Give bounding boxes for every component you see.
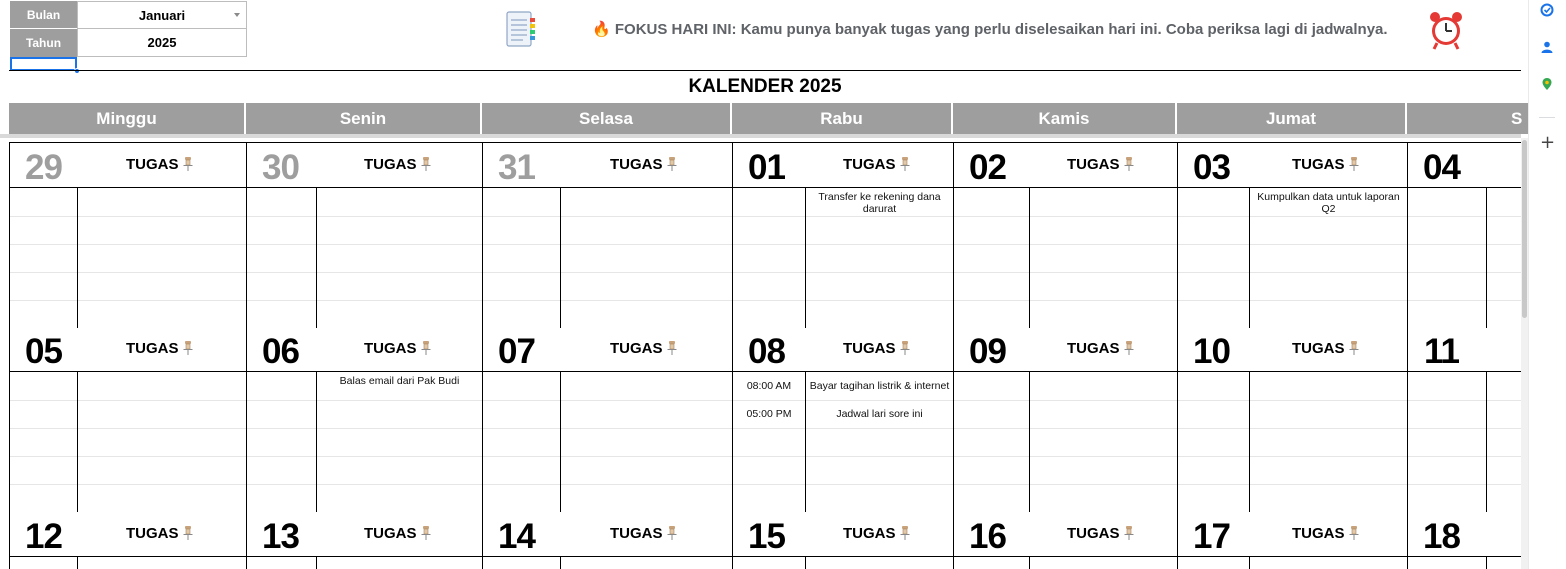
task-area[interactable] <box>483 557 732 569</box>
gridline <box>954 216 1177 217</box>
gridline <box>954 400 1177 401</box>
tugas-text: TUGAS <box>364 156 417 173</box>
gridline <box>10 428 246 429</box>
time-task-divider <box>1029 372 1030 512</box>
day-header-cell <box>954 143 1177 188</box>
weekday-header-jumat: Jumat <box>1177 103 1407 134</box>
day-cell[interactable] <box>482 512 732 569</box>
month-label: Bulan <box>10 1 77 29</box>
tugas-text: TUGAS <box>843 340 896 357</box>
gridline <box>1408 244 1521 245</box>
day-cell[interactable] <box>953 512 1177 569</box>
tugas-label <box>126 525 193 542</box>
day-number: 05 <box>25 332 62 371</box>
time-task-divider <box>560 557 561 569</box>
time-task-divider <box>805 372 806 512</box>
day-header-cell <box>954 512 1177 557</box>
day-header-cell <box>1408 512 1521 557</box>
day-header-cell <box>10 143 246 188</box>
focus-banner <box>592 20 1388 38</box>
gridline <box>733 300 953 301</box>
contacts-icon[interactable] <box>1540 40 1554 54</box>
pin-icon <box>421 341 431 355</box>
pin-icon <box>667 157 677 171</box>
task-area[interactable] <box>10 188 246 328</box>
gridline <box>1408 300 1521 301</box>
time-task-divider <box>1029 188 1030 328</box>
task-area[interactable] <box>10 372 246 512</box>
task-text: Bayar tagihan listrik & internet <box>809 380 950 392</box>
gridline <box>1408 428 1521 429</box>
task-area[interactable] <box>1178 557 1407 569</box>
task-area[interactable] <box>1408 372 1521 512</box>
pin-icon <box>1124 526 1134 540</box>
day-cell[interactable] <box>482 327 732 512</box>
time-task-divider <box>1249 372 1250 512</box>
tugas-label <box>364 525 431 542</box>
day-cell[interactable] <box>482 143 732 327</box>
gridline <box>954 484 1177 485</box>
gridline <box>954 244 1177 245</box>
gridline <box>247 300 482 301</box>
time-task-divider <box>77 557 78 569</box>
task-area[interactable] <box>954 188 1177 328</box>
day-cell[interactable] <box>1177 143 1407 327</box>
tugas-label <box>1067 340 1134 357</box>
frozen-row-divider[interactable] <box>0 134 1521 138</box>
task-area[interactable] <box>483 372 732 512</box>
day-header-cell <box>733 512 953 557</box>
pin-icon <box>667 341 677 355</box>
gridline <box>1408 216 1521 217</box>
gridline <box>733 400 953 401</box>
day-number: 18 <box>1423 517 1460 556</box>
time-task-divider <box>1486 372 1487 512</box>
tugas-label <box>610 340 677 357</box>
day-header-cell <box>247 327 482 372</box>
task-text: Balas email dari Pak Budi <box>339 375 460 387</box>
tugas-text: TUGAS <box>610 156 663 173</box>
day-cell[interactable] <box>1407 327 1521 512</box>
tugas-text: TUGAS <box>364 525 417 542</box>
focus-text: FOKUS HARI INI: Kamu punya banyak tugas yang perlu diselesaikan hari ini. Coba periksa lagi di jadwalnya. <box>614 21 1388 38</box>
tugas-text: TUGAS <box>126 156 179 173</box>
day-number: 01 <box>748 148 785 187</box>
alarm-clock-icon <box>1428 9 1464 51</box>
day-header-cell <box>1178 327 1407 372</box>
day-header-cell <box>483 327 732 372</box>
gridline <box>1178 244 1407 245</box>
pin-icon <box>183 341 193 355</box>
time-task-divider <box>1249 557 1250 569</box>
day-number: 08 <box>748 332 785 371</box>
day-cell[interactable] <box>246 143 482 327</box>
time-task-divider <box>316 557 317 569</box>
task-area[interactable] <box>247 188 482 328</box>
day-number: 13 <box>262 517 299 556</box>
day-header-cell <box>10 512 246 557</box>
day-cell[interactable] <box>9 512 246 569</box>
gridline <box>10 456 246 457</box>
task-area[interactable] <box>1408 557 1521 569</box>
day-cell[interactable] <box>732 512 953 569</box>
gridline <box>954 456 1177 457</box>
gridline <box>1178 216 1407 217</box>
tugas-label <box>610 156 677 173</box>
day-cell[interactable] <box>1177 327 1407 512</box>
pin-icon <box>1349 157 1359 171</box>
tugas-label <box>843 156 910 173</box>
gridline <box>733 244 953 245</box>
day-cell[interactable] <box>246 327 482 512</box>
tugas-label <box>126 340 193 357</box>
tugas-label <box>610 525 677 542</box>
scrollbar-thumb[interactable] <box>1522 140 1527 318</box>
day-cell[interactable] <box>246 512 482 569</box>
gridline <box>10 216 246 217</box>
time-task-divider <box>1249 188 1250 328</box>
gridline <box>247 428 482 429</box>
gridline <box>483 428 732 429</box>
day-number: 03 <box>1193 148 1230 187</box>
gridline <box>1178 428 1407 429</box>
gridline <box>733 484 953 485</box>
day-header-cell <box>1408 327 1521 372</box>
day-header-cell <box>733 327 953 372</box>
task-area[interactable] <box>247 557 482 569</box>
gridline <box>483 272 732 273</box>
task-text: Kumpulkan data untuk laporan Q2 <box>1257 191 1400 215</box>
add-icon[interactable]: + <box>1540 132 1556 153</box>
gridline <box>1178 272 1407 273</box>
day-number: 09 <box>969 332 1006 371</box>
pin-icon <box>183 526 193 540</box>
gridline <box>483 216 732 217</box>
task-area[interactable] <box>733 557 953 569</box>
pin-icon <box>421 157 431 171</box>
day-number: 12 <box>25 517 62 556</box>
day-header-cell <box>483 512 732 557</box>
pin-icon <box>1349 526 1359 540</box>
gridline <box>954 272 1177 273</box>
pin-icon <box>900 341 910 355</box>
gridline <box>247 484 482 485</box>
day-number: 16 <box>969 517 1006 556</box>
gridline <box>483 400 732 401</box>
tugas-label <box>1067 525 1134 542</box>
tugas-label <box>1067 156 1134 173</box>
gridline <box>10 400 246 401</box>
day-header-cell <box>1408 143 1521 188</box>
week-row <box>9 327 1521 512</box>
time-task-divider <box>1486 188 1487 328</box>
maps-icon[interactable] <box>1540 77 1554 91</box>
pin-icon <box>900 526 910 540</box>
day-header-cell <box>954 327 1177 372</box>
pin-icon <box>183 157 193 171</box>
month-value: Januari <box>138 7 186 23</box>
day-header-cell <box>1178 143 1407 188</box>
time-task-divider <box>316 372 317 512</box>
year-input[interactable]: 2025 <box>77 29 247 57</box>
time-task-divider <box>805 188 806 328</box>
time-task-divider <box>1029 557 1030 569</box>
gridline <box>10 300 246 301</box>
task-area[interactable] <box>954 557 1177 569</box>
task-area[interactable] <box>1178 188 1407 328</box>
year-label: Tahun <box>10 29 77 57</box>
tugas-label <box>1292 340 1359 357</box>
day-cell[interactable] <box>953 327 1177 512</box>
day-header-cell <box>1178 512 1407 557</box>
task-time: 05:00 PM <box>746 408 792 420</box>
tugas-text: TUGAS <box>126 525 179 542</box>
gridline <box>1408 400 1521 401</box>
day-cell[interactable] <box>9 143 246 327</box>
task-text: Transfer ke rekening dana darurat <box>818 191 941 215</box>
tasks-icon[interactable] <box>1540 3 1554 17</box>
pin-icon <box>900 157 910 171</box>
pin-icon <box>1124 341 1134 355</box>
tugas-text: TUGAS <box>364 340 417 357</box>
tugas-label <box>843 340 910 357</box>
day-header-cell <box>733 143 953 188</box>
task-area[interactable] <box>10 557 246 569</box>
gridline <box>1408 484 1521 485</box>
day-cell[interactable] <box>1407 143 1521 327</box>
day-number: 04 <box>1423 148 1460 187</box>
day-number: 14 <box>498 517 535 556</box>
task-area[interactable] <box>483 188 732 328</box>
day-number: 11 <box>1424 332 1459 371</box>
time-task-divider <box>560 372 561 512</box>
week-row <box>9 142 1521 327</box>
day-number: 10 <box>1193 332 1230 371</box>
task-area[interactable] <box>247 372 482 512</box>
gridline <box>733 428 953 429</box>
gridline <box>733 456 953 457</box>
task-area[interactable] <box>733 188 953 328</box>
gridline <box>247 244 482 245</box>
tugas-label <box>364 156 431 173</box>
tugas-text: TUGAS <box>1067 340 1120 357</box>
chevron-down-icon[interactable] <box>234 13 240 17</box>
gridline <box>1408 456 1521 457</box>
tugas-label <box>1292 525 1359 542</box>
day-cell[interactable] <box>732 143 953 327</box>
task-area[interactable] <box>1178 372 1407 512</box>
time-task-divider <box>1486 557 1487 569</box>
weekday-header-minggu: Minggu <box>9 103 246 134</box>
day-cell[interactable] <box>953 143 1177 327</box>
day-number: 06 <box>262 332 299 371</box>
day-cell[interactable] <box>1407 512 1521 569</box>
day-header-cell <box>483 143 732 188</box>
gridline <box>247 456 482 457</box>
gridline <box>10 484 246 485</box>
pin-icon <box>667 526 677 540</box>
gridline <box>483 456 732 457</box>
time-task-divider <box>77 372 78 512</box>
gridline <box>483 244 732 245</box>
time-task-divider <box>805 557 806 569</box>
day-cell[interactable] <box>1177 512 1407 569</box>
time-task-divider <box>560 188 561 328</box>
gridline <box>483 484 732 485</box>
tugas-text: TUGAS <box>1067 525 1120 542</box>
gridline <box>1178 456 1407 457</box>
gridline <box>954 428 1177 429</box>
gridline <box>1408 272 1521 273</box>
day-number: 02 <box>969 148 1006 187</box>
time-task-divider <box>77 188 78 328</box>
notepad-icon <box>505 10 537 50</box>
week-row <box>9 512 1521 569</box>
day-number: 30 <box>262 148 299 187</box>
day-header-cell <box>247 512 482 557</box>
task-time: 08:00 AM <box>746 380 792 392</box>
tugas-text: TUGAS <box>1292 156 1345 173</box>
tugas-text: TUGAS <box>1292 525 1345 542</box>
tugas-text: TUGAS <box>1067 156 1120 173</box>
tugas-label <box>364 340 431 357</box>
fire-icon: 🔥 <box>592 21 611 38</box>
weekday-header-rabu: Rabu <box>732 103 953 134</box>
day-cell[interactable] <box>9 327 246 512</box>
pin-icon <box>1349 341 1359 355</box>
gridline <box>954 300 1177 301</box>
gridline <box>247 400 482 401</box>
task-text: Jadwal lari sore ini <box>836 408 923 420</box>
weekday-header-s: S <box>1407 103 1530 134</box>
gridline <box>10 244 246 245</box>
time-task-divider <box>316 188 317 328</box>
tugas-text: TUGAS <box>610 340 663 357</box>
day-cell[interactable] <box>732 327 953 512</box>
weekday-header-kamis: Kamis <box>953 103 1177 134</box>
day-number: 17 <box>1193 517 1230 556</box>
weekday-header-senin: Senin <box>246 103 482 134</box>
task-area[interactable] <box>733 372 953 512</box>
weekday-header-selasa: Selasa <box>482 103 732 134</box>
task-area[interactable] <box>1408 188 1521 328</box>
tugas-label <box>126 156 193 173</box>
gridline <box>10 272 246 273</box>
month-select[interactable] <box>77 1 247 29</box>
tugas-label <box>843 525 910 542</box>
gridline <box>1178 484 1407 485</box>
gridline <box>1178 400 1407 401</box>
day-header-cell <box>247 143 482 188</box>
tugas-text: TUGAS <box>843 525 896 542</box>
selected-cell[interactable] <box>10 57 77 71</box>
gridline <box>483 300 732 301</box>
day-number: 31 <box>498 148 535 187</box>
tugas-text: TUGAS <box>1292 340 1345 357</box>
task-area[interactable] <box>954 372 1177 512</box>
sidebar-divider <box>1539 117 1555 118</box>
tugas-text: TUGAS <box>843 156 896 173</box>
gridline <box>733 216 953 217</box>
tugas-label <box>1292 156 1359 173</box>
gridline <box>247 216 482 217</box>
gridline <box>247 272 482 273</box>
day-number: 07 <box>498 332 535 371</box>
calendar-title: KALENDER 2025 <box>9 70 1521 103</box>
gridline <box>733 272 953 273</box>
day-number: 15 <box>748 517 785 556</box>
gridline <box>1178 300 1407 301</box>
day-header-cell <box>10 327 246 372</box>
pin-icon <box>1124 157 1134 171</box>
tugas-text: TUGAS <box>610 525 663 542</box>
day-number: 29 <box>25 148 62 187</box>
pin-icon <box>421 526 431 540</box>
tugas-text: TUGAS <box>126 340 179 357</box>
